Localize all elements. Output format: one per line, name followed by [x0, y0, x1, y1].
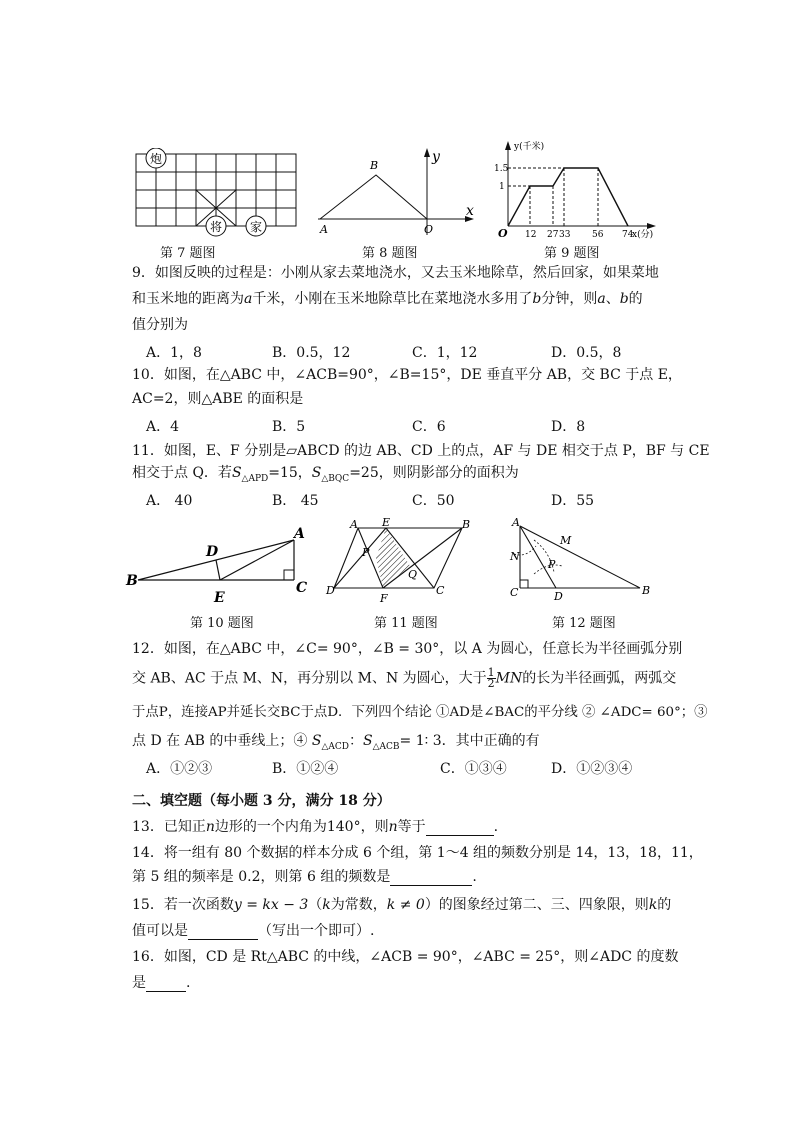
fig12-label-A: A [512, 516, 520, 529]
q11-line-2: 相交于点 Q．若$S_{\triangle APD}=15$，$S_{\triangle BQC}=25$，则阴影部分的面积为 [132, 465, 519, 484]
q16-line-1: 16．如图，CD 是 Rt△ABC 的中线，∠ACB = 90°，∠ABC = 25°，则∠ADC 的度数 [132, 949, 679, 965]
figure-8-caption: 第 8 题图 [362, 246, 418, 261]
q16-answer-blank[interactable] [146, 978, 186, 992]
fig8-label-y: y [432, 149, 440, 165]
q12-line-3: 于点P，连接AP并延长交BC于点D．下列四个结论 ①AD是∠BAC的平分线 ② ∠ADC= 60°；③ [132, 705, 708, 720]
q12-line-2: 交 AB、AC 于点 M、N，再分别以 M、N 为圆心，大于 $\frac{1}{2}$ MN的长为半径画弧，两弧交 [132, 666, 677, 690]
figure-11-diagram [322, 516, 474, 606]
q12-option-d[interactable]: D．①②③④ [551, 761, 633, 777]
q12-line-4: 点 D 在 AB 的中垂线上；④ $S_{\triangle ACD}$：$S_{\triangle ACB}=$ 1∶ 3．其中正确的有 [132, 733, 540, 752]
figure-12-diagram [504, 516, 656, 606]
q10-line-1: 10．如图，在△ABC 中，∠ACB=90°，∠B=15°，DE 垂直平分 AB，交 BC 于点 E， [132, 367, 682, 383]
figure-11-caption: 第 11 题图 [374, 616, 438, 631]
svg-text:将: 将 [209, 220, 223, 234]
fig8-label-O: O [424, 223, 434, 236]
q12-line-1: 12．如图，在△ABC 中，∠C= 90°，∠B = 30°，以 A 为圆心，任意长为半径画弧分别 [132, 641, 683, 657]
q15-line-2: 值可以是 （写出一个即可）. [132, 923, 375, 939]
fig11-label-E: E [382, 516, 391, 529]
fig12-label-D: D [554, 590, 563, 603]
fig9-ytick-1.5: 1.5 [494, 164, 509, 174]
figure-8-diagram [310, 145, 480, 240]
q10-option-b[interactable]: B．5 [272, 419, 306, 435]
fig9-xtick-33: 33 [559, 230, 571, 240]
svg-text:家: 家 [249, 220, 263, 234]
fig10-label-A: A [294, 526, 305, 542]
q14-line-2: 第 5 组的频率是 0.2，则第 6 组的频数是 . [132, 869, 477, 885]
q15-line-1: 15．若一次函数y = kx − 3（k为常数，k ≠ 0）的图象经过第二、三、四象限，则k的 [132, 897, 672, 913]
q9-option-a[interactable]: A．1，8 [146, 345, 202, 361]
q9-option-d[interactable]: D．0.5，8 [551, 345, 622, 361]
q12-option-b[interactable]: B．①②④ [272, 761, 339, 777]
q13-answer-blank[interactable] [426, 822, 494, 836]
q15-answer-blank[interactable] [188, 926, 258, 940]
q12-fraction: $\frac{1}{2}$ [487, 666, 495, 690]
q12-option-c[interactable]: C．①③④ [440, 761, 507, 777]
fig9-x-axis-label: x(分) [632, 230, 654, 240]
fig11-label-B: B [462, 518, 471, 531]
fig8-label-A: A [320, 223, 328, 236]
fig10-label-C: C [296, 580, 308, 596]
svg-text:炮: 炮 [149, 152, 163, 166]
fig9-y-axis-label: y(千米) [514, 142, 545, 152]
q10-line-2: AC=2，则△ABE 的面积是 [132, 391, 304, 407]
q11-option-a[interactable]: A． 40 [146, 493, 193, 509]
figure-9-caption: 第 9 题图 [544, 246, 600, 261]
fig9-xtick-12: 12 [525, 230, 537, 240]
q11-line-1: 11．如图，E、F 分别是▱ABCD 的边 AB、CD 上的点，AF 与 DE 相交于点 P，BF 与 CE [132, 443, 710, 459]
fig11-label-D: D [326, 584, 335, 597]
q9-option-b[interactable]: B．0.5，12 [272, 345, 351, 361]
fig9-xtick-27: 27 [547, 230, 559, 240]
fig11-label-Q: Q [408, 568, 418, 581]
figure-7-chessboard [130, 148, 302, 238]
q13-line: 13．已知正n边形的一个内角为140°，则n等于 . [132, 819, 499, 835]
figure-12-caption: 第 12 题图 [552, 616, 616, 631]
fig9-xtick-74: 74 [622, 230, 634, 240]
fig11-label-F: F [380, 592, 388, 605]
fig8-label-B: B [370, 159, 379, 172]
fig11-label-C: C [436, 584, 445, 597]
fig10-label-E: E [214, 590, 225, 606]
q10-option-d[interactable]: D．8 [551, 419, 586, 435]
chess-piece-jiang [206, 216, 226, 236]
q11-option-b[interactable]: B． 45 [272, 493, 319, 509]
fig12-label-P: P [548, 558, 556, 571]
fig9-ytick-1: 1 [499, 182, 505, 192]
q9-line-1: 9．如图反映的过程是：小刚从家去菜地浇水，又去玉米地除草，然后回家，如果菜地 [132, 265, 659, 281]
q9-line-3: 值分别为 [132, 317, 188, 333]
fig12-label-M: M [560, 534, 572, 547]
figure-10-caption: 第 10 题图 [190, 616, 254, 631]
q10-option-a[interactable]: A．4 [146, 419, 180, 435]
chess-piece-pao [146, 148, 166, 168]
fig8-label-x: x [466, 203, 474, 219]
fig10-label-B: B [126, 573, 138, 589]
fig9-series-line [508, 168, 628, 226]
q14-line-1: 14．将一组有 80 个数据的样本分成 6 个组，第 1～4 组的频数分别是 14，13，18，11， [132, 845, 703, 861]
q14-answer-blank[interactable] [390, 872, 472, 886]
fig11-label-P: P [362, 546, 370, 559]
chess-piece-jia [246, 216, 266, 236]
fig9-xtick-56: 56 [592, 230, 604, 240]
q9-line-2: 和玉米地的距离为a千米，小刚在玉米地除草比在菜地浇水多用了b分钟，则a、b的 [132, 291, 643, 307]
fig9-origin: O [498, 227, 508, 240]
q9-option-c[interactable]: C．1，12 [412, 345, 478, 361]
figure-7-caption: 第 7 题图 [160, 246, 216, 261]
fig12-label-B: B [642, 584, 651, 597]
fig11-label-A: A [350, 518, 358, 531]
fig12-label-C: C [510, 586, 519, 599]
q16-line-2: 是 . [132, 975, 191, 991]
figure-10-diagram [124, 522, 316, 610]
section-2-title: 二、填空题（每小题 3 分，满分 18 分） [132, 793, 391, 809]
q11-option-c[interactable]: C．50 [412, 493, 455, 509]
fig10-label-D: D [206, 544, 219, 560]
figure-9-graph [492, 138, 662, 240]
fig12-label-N: N [510, 550, 520, 563]
q12-option-a[interactable]: A．①②③ [146, 761, 213, 777]
q11-option-d[interactable]: D．55 [551, 493, 595, 509]
q10-option-c[interactable]: C．6 [412, 419, 446, 435]
